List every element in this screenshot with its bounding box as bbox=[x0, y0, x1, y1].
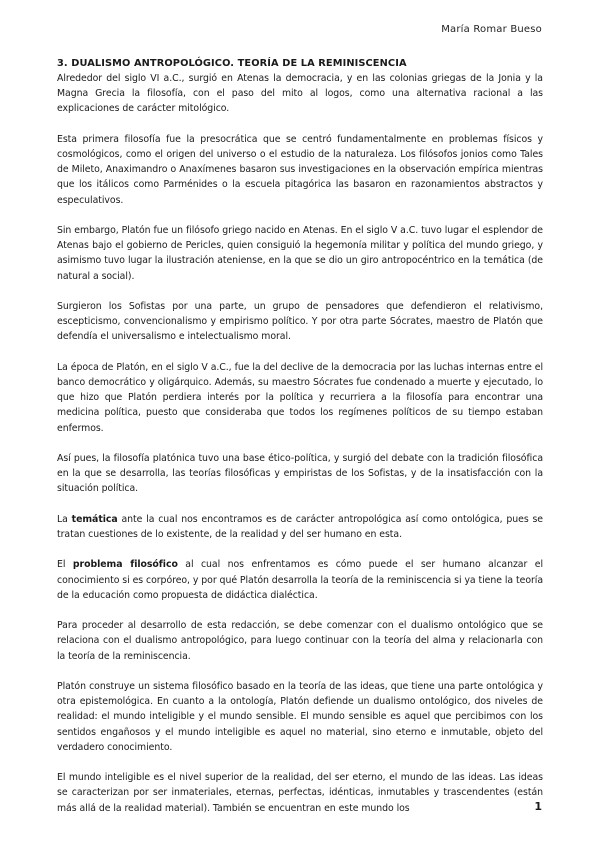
paragraph-2: Esta primera filosofía fue la presocrática que se centró fundamentalmente en problemas físicos y cosmológicos, como el origen del universo o el estudio de la naturaleza. Los filósofos jonios como Tales de Mileto, Anaximandro o Anaxímenes basaron sus investigaciones en la observación empírica mientras que los itálicos como Parménides o la escuela pitagórica las basaron en razonamientos abstractos y especulativos. bbox=[57, 133, 543, 206]
paragraph-4: Surgieron los Sofistas por una parte, un grupo de pensadores que defendieron el relativismo, escepticismo, convencionalismo y empirismo político. Y por otra parte Sócrates, maestro de Platón que defendía el universalismo e intelectualismo moral. bbox=[57, 301, 543, 343]
paragraph-3: Sin embargo, Platón fue un filósofo griego nacido en Atenas. En el siglo V a.C. tuvo lugar el esplendor de Atenas bajo el gobierno de Pericles, quien consiguió la hegemonía militar y política del mundo griego, y asimismo tuvo lugar la ilustración ateniense, en la que se dio un giro antropocéntrico en la temática (de natural a social). bbox=[57, 225, 543, 282]
paragraph-7-text-end: ante la cual nos encontramos es de carácter antropológica así como ontológica, pues se tratan cuestiones de lo existente, de la realidad y del ser humano en esta. bbox=[57, 513, 543, 540]
section-heading: 3. DUALISMO ANTROPOLÓGICO. TEORÍA DE LA REMINISCENCIA bbox=[57, 58, 407, 69]
paragraph-8-text-start: El bbox=[57, 559, 73, 571]
term-problema-filosofico: problema filosófico bbox=[72, 559, 178, 571]
paragraph-9: Para proceder al desarrollo de esta redacción, se debe comenzar con el dualismo ontológico que se relaciona con el dualismo antropológico, para luego continuar con la teoría del alma y relacionarla con la teoría de la reminiscencia. bbox=[57, 620, 543, 662]
paragraph-1: Alrededor del siglo VI a.C., surgió en Atenas la democracia, y en las colonias griegas de la Jonia y la Magna Grecia la filosofía, con el paso del mito al logos, como una alternativa racional a las explicaciones de carácter mitológico. bbox=[57, 73, 543, 115]
page-number: 1 bbox=[534, 800, 542, 813]
paragraph-5: La época de Platón, en el siglo V a.C., fue la del declive de la democracia por las luchas internas entre el banco democrático y oligárquico. Además, su maestro Sócrates fue condenado a muerte y ejecutado, lo que hizo que Platón perdiera interés por la política y recurriera a la filosofía para encontrar una medicina política, puesto que consideraba que todos los regímenes políticos de su tiempo estaban enfermos. bbox=[57, 361, 543, 434]
paragraph-7 bbox=[57, 512, 543, 542]
term-tematica: temática bbox=[71, 513, 118, 525]
author-name: María Romar Bueso bbox=[441, 24, 542, 35]
paragraph-8 bbox=[57, 557, 543, 603]
paragraph-6: Así pues, la filosofía platónica tuvo una base ético-política, y surgió del debate con la tradición filosófica en la que se desarrolla, las teorías filosóficas y empiristas de los Sofistas, y de la insatisfacción con la situación política. bbox=[57, 453, 543, 495]
paragraph-11: El mundo inteligible es el nivel superior de la realidad, del ser eterno, el mundo de las ideas. Las ideas se caracterizan por ser inmateriales, eternas, perfectas, idénticas, inmutables y trascendentes (están más allá de la realidad material). También se encuentran en este mundo los bbox=[57, 772, 543, 814]
paragraph-10: Platón construye un sistema filosófico basado en la teoría de las ideas, que tiene una parte ontológica y otra epistemológica. En cuanto a la ontología, Platón defiende un dualismo ontológico, dos niveles de realidad: el mundo inteligible y el mundo sensible. El mundo sensible es aquel que percibimos con los sentidos engañosos y el mundo inteligible es aquel no material, sino eterno e inmutable, objeto del verdadero conocimiento. bbox=[57, 680, 543, 753]
paragraph-8-text-end: al cual nos enfrentamos es cómo puede el ser humano alcanzar el conocimiento si es corpóreo, y por qué Platón desarrolla la teoría de la reminiscencia si ya tiene la teoría de la educación como propuesta de didáctica dialéctica. bbox=[57, 559, 543, 601]
document-body bbox=[57, 57, 543, 831]
paragraph-7-text-start: La bbox=[57, 513, 72, 525]
